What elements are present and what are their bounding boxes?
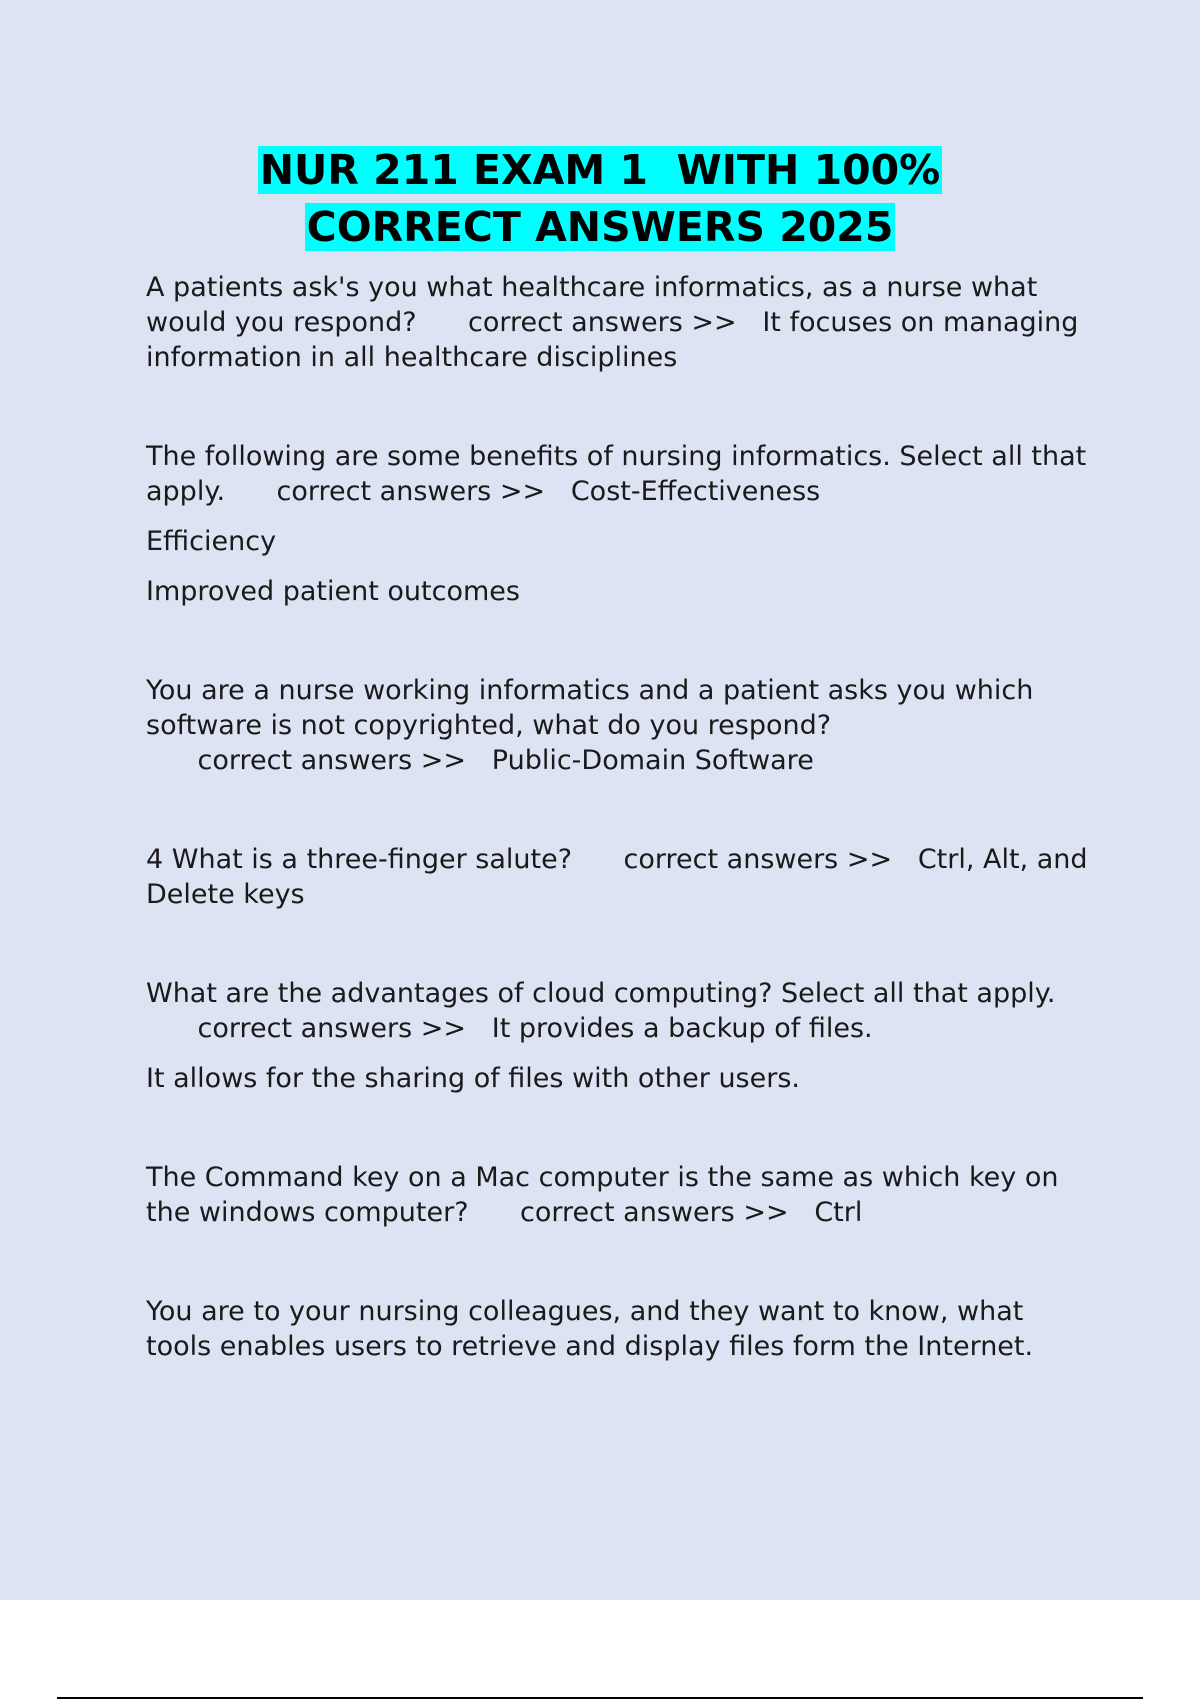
answer-text: Ctrl: [814, 1197, 863, 1228]
qa-item: [146, 1294, 1096, 1364]
footer-rule: [57, 1697, 1143, 1699]
answer-text: It focuses on managing information in all healthcare disciplines: [146, 307, 1079, 373]
question-text: The Command key on a Mac computer is the same as which key on the windows computer?: [146, 1162, 1059, 1228]
question-text: 4 What is a three-finger salute?: [146, 844, 573, 875]
question-text: You are to your nursing colleagues, and they want to know, what tools enables users to retrieve and display files form the Internet.: [146, 1296, 1034, 1362]
title-line-1: NUR 211 EXAM 1 WITH 100%: [259, 146, 941, 194]
qa-paragraph: [146, 842, 1096, 912]
question-text: You are a nurse working informatics and a patient asks you which software is not copyrighted, what do you respond?: [146, 675, 1034, 741]
qa-paragraph: [146, 1294, 1096, 1364]
qa-paragraph: [146, 976, 1096, 1046]
answer-separator: correct answers >>: [468, 1197, 815, 1228]
question-text: The following are some benefits of nursing informatics. Select all that apply.: [146, 441, 1087, 507]
answer-continuation: Efficiency: [146, 526, 277, 557]
answer-separator: correct answers >>: [225, 476, 571, 507]
answer-continuation: Improved patient outcomes: [146, 576, 520, 607]
question-text: A patients ask's you what healthcare informatics, as a nurse what would you respond?: [146, 272, 1038, 338]
answer-separator: correct answers >>: [146, 745, 492, 776]
answer-text: Cost-Effectiveness: [570, 476, 821, 507]
question-list: [146, 270, 1096, 1428]
answer-continuation: It allows for the sharing of files with other users.: [146, 1063, 800, 1094]
answer-separator: correct answers >>: [416, 307, 763, 338]
qa-item: [146, 270, 1096, 375]
qa-paragraph: [146, 439, 1096, 509]
answer-separator: correct answers >>: [572, 844, 918, 875]
question-text: What are the advantages of cloud computing? Select all that apply.: [146, 978, 1056, 1009]
qa-paragraph: [146, 673, 1096, 778]
answer-separator: correct answers >>: [146, 1013, 492, 1044]
qa-item: [146, 842, 1096, 912]
answer-text: Ctrl, Alt, and Delete keys: [146, 844, 1088, 910]
qa-paragraph: [146, 1160, 1096, 1230]
document-title: [0, 142, 1200, 256]
qa-item: [146, 439, 1096, 609]
qa-paragraph: [146, 270, 1096, 375]
answer-text: Public-Domain Software: [491, 745, 814, 776]
qa-item: [146, 673, 1096, 778]
answer-text: It provides a backup of files.: [491, 1013, 873, 1044]
title-line-2: CORRECT ANSWERS 2025: [306, 203, 894, 251]
qa-item: [146, 976, 1096, 1096]
qa-item: [146, 1160, 1096, 1230]
